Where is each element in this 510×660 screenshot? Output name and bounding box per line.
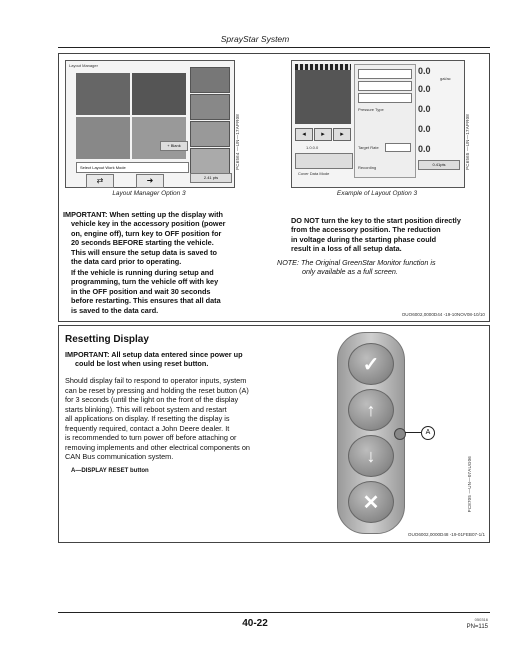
figure-right-ref: PC6565 —UN—17APR08 <box>465 114 470 170</box>
important-setup-note: IMPORTANT: When setting up the display with vehicle key in the accessory position (power on, engine off), turn key to OFF position for 20 seconds BEFORE starting the vehicle. This will ensure the setup data is saved to the data card prior to operating. <box>63 210 226 267</box>
important-running-note: If the vehicle is running during setup and programming, turn the vehicle off with key in the OFF position and wait 30 seconds before restarting. This ensures that all data is saved to the data card. <box>71 268 221 315</box>
header-rule <box>58 47 490 48</box>
check-icon[interactable]: ✓ <box>348 343 394 385</box>
thumbnail-layout-3[interactable] <box>190 121 230 147</box>
reset-heading: Resetting Display <box>65 334 149 345</box>
footer-pn: PN=115 <box>466 624 488 630</box>
screen-title: Layout Manager <box>69 63 98 68</box>
counter-value: 1.0.0.0 <box>306 145 319 150</box>
arrow-right-icon[interactable]: ▸ <box>314 128 332 141</box>
section-field[interactable] <box>358 93 412 103</box>
doc-id-1: OUO6002,0000D44 -19-10NOV08-10/10 <box>401 312 485 317</box>
arrow-next-icon[interactable]: ▸ <box>333 128 351 141</box>
mode-label: 2.41 pts <box>190 173 232 183</box>
readout-unit: gal/ac <box>440 76 451 81</box>
small-value: 0.41pts <box>418 160 460 170</box>
quadrant-bottom-right[interactable] <box>132 117 186 159</box>
figure-left-ref: PC6564 —UN—17APR08 <box>235 114 240 170</box>
apply-layout-icon[interactable]: ➜ <box>136 174 164 188</box>
arrow-left-icon[interactable]: ◂ <box>295 128 313 141</box>
display-keypad <box>337 332 405 534</box>
key-warning: DO NOT turn the key to the start position directly from the accessory position. The reduction in voltage during the starting phase could result in a loss of all setup data. <box>291 216 461 254</box>
layout-manager-screen <box>65 60 235 188</box>
readout-c: 0.0 <box>418 124 431 134</box>
reset-important: IMPORTANT: All setup data entered since power up could be lost when using reset button. <box>65 350 243 369</box>
work-mode-prompt: Select Layout Work Mode <box>76 162 189 173</box>
greenstar-note: NOTE: The Original GreenStar Monitor function is only available as a full screen. <box>277 258 436 277</box>
figure-right-caption: Example of Layout Option 3 <box>336 190 418 197</box>
map-toolbar <box>295 64 351 70</box>
callout-a: A <box>421 426 435 440</box>
recording-label: Recording <box>358 165 377 170</box>
layout-section <box>58 53 490 322</box>
quadrant-bottom-left[interactable] <box>76 117 130 159</box>
arrow-down-icon[interactable]: ↓ <box>348 435 394 477</box>
readout-mid: 0.0 <box>418 84 431 94</box>
reset-button[interactable] <box>394 428 406 440</box>
layout-thumbnails <box>190 67 230 177</box>
cycle-layout-icon[interactable]: ⇄ <box>86 174 114 188</box>
page-number: 40-22 <box>242 618 268 629</box>
product-field[interactable] <box>358 69 412 79</box>
thumbnail-layout-1[interactable] <box>190 67 230 93</box>
reset-legend: A—DISPLAY RESET button <box>71 468 149 474</box>
footer-code: 050316 <box>474 617 488 622</box>
reset-section <box>58 325 490 543</box>
rate-panel <box>354 64 416 178</box>
reset-body: Should display fail to respond to operator inputs, system can be reset by pressing and holding the reset button (A) for 3 seconds (until the light on the front of the display starts blinking). This will reboot system and restart all applications on display. If resetting the display is frequently required, contact a John Deere dealer. It is recommended to turn power off before attaching or removing implements and other electrical components on CAN Bus communication system. <box>65 376 250 461</box>
arrow-up-icon[interactable]: ↑ <box>348 389 394 431</box>
nav-arrows <box>295 128 351 140</box>
cycle-label: Cover Data Mode <box>298 171 330 176</box>
thumbnail-layout-2[interactable] <box>190 94 230 120</box>
callout-line <box>405 432 421 433</box>
thumbnail-layout-4[interactable] <box>190 148 230 174</box>
rate-field[interactable] <box>358 81 412 91</box>
doc-id-2: OUO6002,0000D48 -19-01FEB07-1/1 <box>407 532 485 537</box>
layout-example-screen <box>291 60 465 188</box>
stepper-control[interactable] <box>295 153 353 169</box>
map-pane <box>295 64 351 124</box>
figure-left-caption: Layout Manager Option 3 <box>112 190 186 197</box>
reset-figure-ref: PC8705 —UN—07AUG06 <box>467 456 472 513</box>
readout-b: 0.0 <box>418 104 431 114</box>
readouts <box>418 64 462 176</box>
quadrant-top-right[interactable] <box>132 73 186 115</box>
footer-rule <box>58 612 490 613</box>
readout-d: 0.0 <box>418 144 431 154</box>
readout-top: 0.0 <box>418 66 431 76</box>
quadrant-top-left[interactable] <box>76 73 130 115</box>
target-rate-field[interactable] <box>385 143 411 152</box>
blank-button[interactable]: + Blank <box>160 141 188 151</box>
page-header-title: SprayStar System <box>220 34 290 44</box>
target-rate-label: Target Rate <box>358 145 379 150</box>
pressure-label: Pressure Type <box>358 107 384 112</box>
close-icon[interactable]: ✕ <box>348 481 394 523</box>
